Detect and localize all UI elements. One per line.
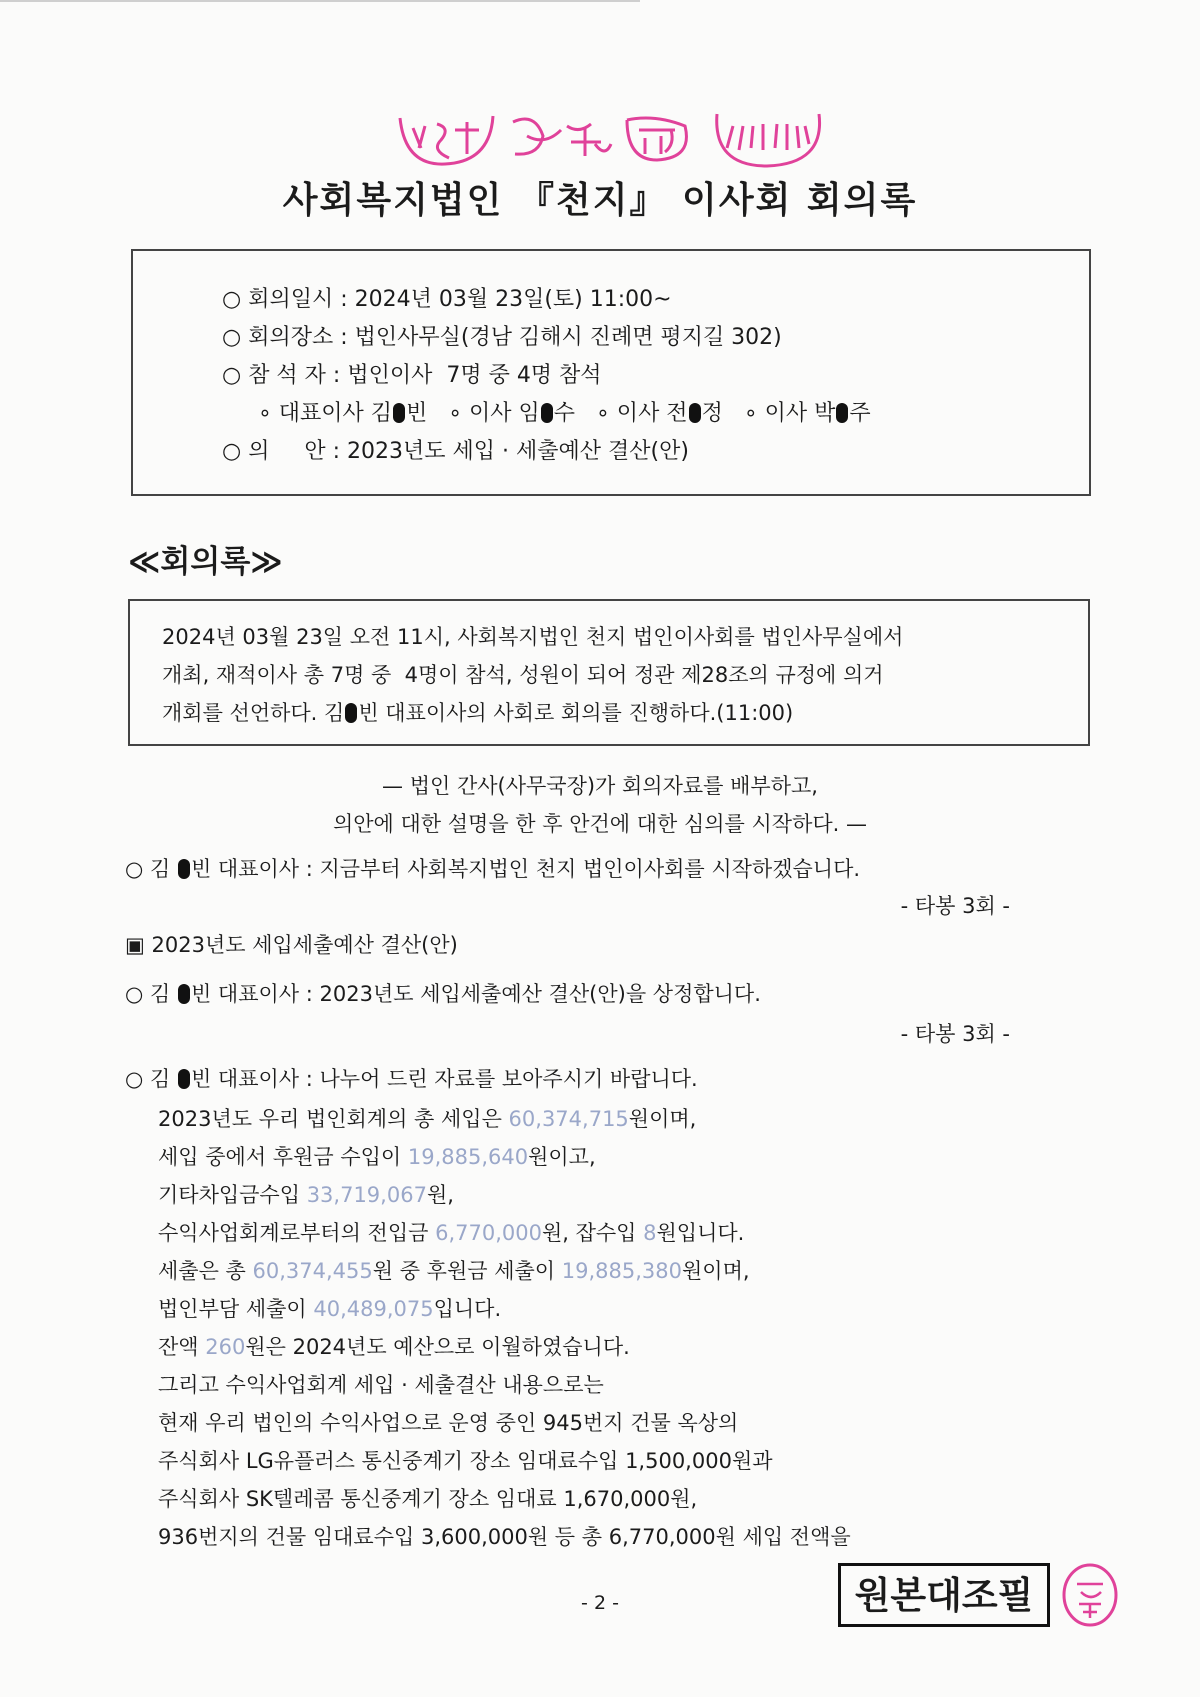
gavel-note: - 타봉 3회 - xyxy=(900,894,1010,918)
report-line: 2023년도 우리 법인회계의 총 세입은 60,374,715원이며, xyxy=(158,1107,697,1131)
narration-line: — 법인 간사(사무국장)가 회의자료를 배부하고, xyxy=(382,774,818,798)
report-line: 주식회사 LG유플러스 통신중계기 장소 임대료수입 1,500,000원과 xyxy=(158,1449,773,1473)
report-line: 현재 우리 법인의 수익사업으로 운영 중인 945번지 건물 옥상의 xyxy=(158,1411,739,1435)
report-line: 세입 중에서 후원금 수입이 19,885,640원이고, xyxy=(158,1145,596,1169)
speech-chair: ○ 김 빈 대표이사 : 지금부터 사회복지법인 천지 법인이사회를 시작하겠습니다. xyxy=(125,857,861,881)
agenda-item: ▣ 2023년도 세입세출예산 결산(안) xyxy=(125,933,458,957)
report-line: 936번지의 건물 임대료수입 3,600,000원 등 총 6,770,000원 세입 전액을 xyxy=(158,1525,851,1549)
seal-stamp xyxy=(1059,1560,1121,1630)
seal-stamps-row xyxy=(395,108,835,170)
document-title: 사회복지법인 『천지』 이사회 회의록 xyxy=(282,180,918,221)
report-line: 법인부담 세출이 40,489,075입니다. xyxy=(158,1297,502,1321)
report-line: 주식회사 SK텔레콤 통신중계기 장소 임대료 1,670,000원, xyxy=(158,1487,698,1511)
redaction-mark xyxy=(178,1069,190,1089)
meeting-datetime: ○ 회의일시 : 2024년 03월 23일(토) 11:00~ xyxy=(222,287,672,312)
minutes-opening-line: 2024년 03월 23일 오전 11시, 사회복지법인 천지 법인이사회를 법인사무실에서 xyxy=(162,625,904,649)
attendee-list: ∘ 대표이사 김 빈 ∘ 이사 임 수 ∘ 이사 전 정 ∘ 이사 박 주 xyxy=(258,401,871,426)
scan-top-edge xyxy=(0,0,640,2)
meeting-location: ○ 회의장소 : 법인사무실(경남 김해시 진례면 평지길 302) xyxy=(222,325,782,350)
report-line: 잔액 260원은 2024년도 예산으로 이월하였습니다. xyxy=(158,1335,630,1359)
redaction-mark xyxy=(541,403,553,423)
report-line: 기타차입금수입 33,719,067원, xyxy=(158,1183,454,1207)
certified-copy-stamp: 원본대조필 xyxy=(838,1563,1050,1627)
redaction-mark xyxy=(689,403,701,423)
redaction-mark xyxy=(393,403,405,423)
redaction-mark xyxy=(836,403,848,423)
seal-stamp xyxy=(717,114,820,166)
redaction-mark xyxy=(178,859,190,879)
seal-stamp xyxy=(513,119,611,156)
gavel-note: - 타봉 3회 - xyxy=(900,1022,1010,1046)
report-line: 그리고 수익사업회계 세입 · 세출결산 내용으로는 xyxy=(158,1373,604,1397)
report-line: 수익사업회계로부터의 전입금 6,770,000원, 잡수입 8원입니다. xyxy=(158,1221,745,1245)
speech-chair: ○ 김 빈 대표이사 : 나누어 드린 자료를 보아주시기 바랍니다. xyxy=(125,1067,698,1091)
redaction-mark xyxy=(345,703,357,723)
seal-stamp xyxy=(400,116,493,164)
seal-stamp xyxy=(627,118,686,160)
report-line: 세출은 총 60,374,455원 중 후원금 세출이 19,885,380원이며, xyxy=(158,1259,750,1283)
minutes-opening-line: 개최, 재적이사 총 7명 중 4명이 참석, 성원이 되어 정관 제28조의 규정에 의거 xyxy=(162,663,884,687)
redaction-mark xyxy=(178,984,190,1004)
meeting-agenda: ○ 의 안 : 2023년도 세입 · 세출예산 결산(안) xyxy=(222,439,689,464)
page-number: - 2 - xyxy=(581,1592,619,1614)
meeting-attendance: ○ 참 석 자 : 법인이사 7명 중 4명 참석 xyxy=(222,363,602,388)
speech-chair: ○ 김 빈 대표이사 : 2023년도 세입세출예산 결산(안)을 상정합니다. xyxy=(125,982,761,1006)
minutes-opening-line: 개회를 선언하다. 김 빈 대표이사의 사회로 회의를 진행하다.(11:00) xyxy=(162,701,794,725)
narration-line: 의안에 대한 설명을 한 후 안건에 대한 심의를 시작하다. — xyxy=(332,812,868,836)
minutes-heading: ≪회의록≫ xyxy=(128,544,283,580)
